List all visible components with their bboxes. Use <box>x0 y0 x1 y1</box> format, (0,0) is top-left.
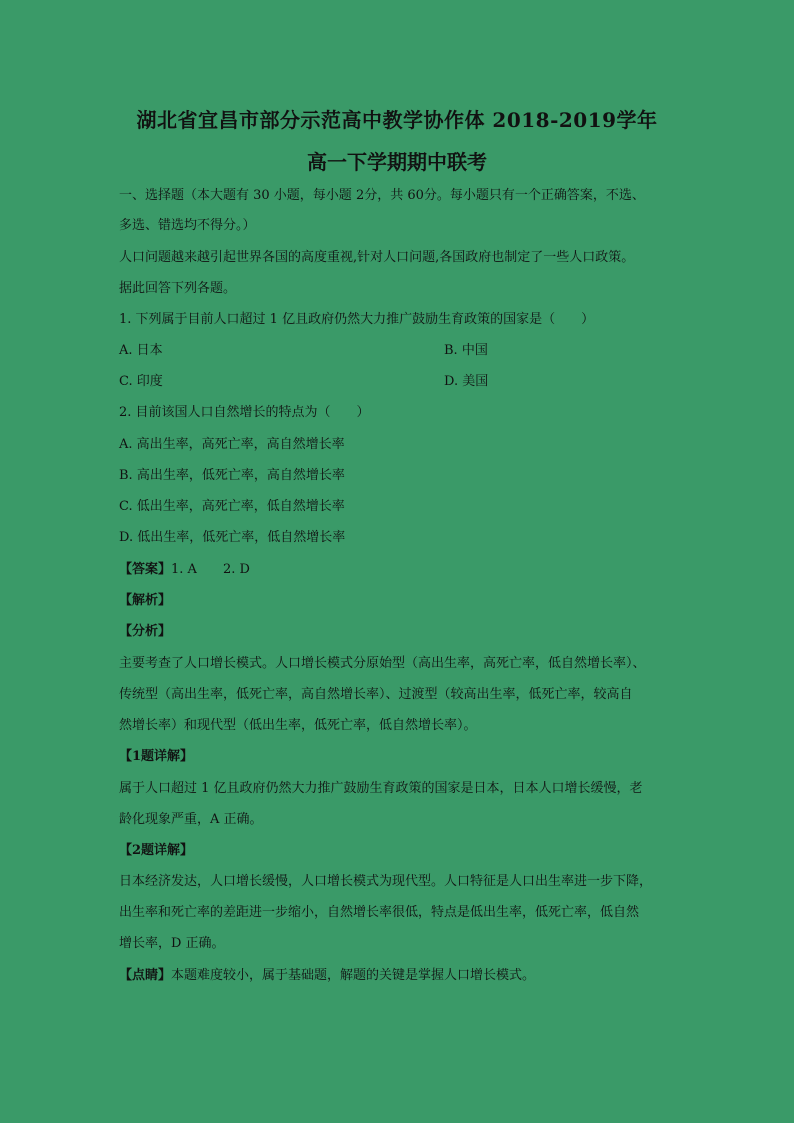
detail-1-label: 【1题详解】 <box>119 749 194 764</box>
question-stem-line1: 人口问题越来越引起世界各国的高度重视,针对人口问题,各国政府也制定了一些人口政策。 <box>119 250 635 265</box>
detail-2-label: 【2题详解】 <box>119 843 194 858</box>
document-subtitle: 高一下学期期中联考 <box>307 150 487 174</box>
jiexi-label: 【解析】 <box>119 593 172 608</box>
question-2-option-c: C. 低出生率，高死亡率，低自然增长率 <box>119 499 345 514</box>
question-2-option-a: A. 高出生率，高死亡率，高自然增长率 <box>119 437 345 452</box>
dianjing-text: 本题难度较小，属于基础题，解题的关键是掌握人口增长模式。 <box>171 968 536 983</box>
section-heading-line2: 多选、错选均不得分。） <box>119 218 256 233</box>
question-2-option-d: D. 低出生率，低死亡率，低自然增长率 <box>119 530 346 545</box>
question-2-text: 2. 目前该国人口自然增长的特点为（ ） <box>119 405 370 420</box>
detail-2-line2: 出生率和死亡率的差距进一步缩小，自然增长率很低，特点是低出生率，低死亡率，低自然 <box>119 905 640 920</box>
question-1-option-a: A. 日本 <box>119 343 163 358</box>
answer-line <box>119 560 250 580</box>
fenxi-line2: 传统型（高出生率，低死亡率，高自然增长率）、过渡型（较高出生率，低死亡率，较高自 <box>119 687 633 702</box>
question-2-option-b: B. 高出生率，低死亡率，高自然增长率 <box>119 468 345 483</box>
detail-2-line3: 增长率，D 正确。 <box>119 936 225 951</box>
document-title: 湖北省宜昌市部分示范高中教学协作体 2018-2019学年 <box>136 108 658 132</box>
dianjing-line <box>119 966 535 986</box>
fenxi-line1: 主要考查了人口增长模式。人口增长模式分原始型（高出生率，高死亡率，低自然增长率）、 <box>119 656 646 671</box>
section-heading-line1: 一、选择题（本大题有 30 小题，每小题 2分，共 60分。每小题只有一个正确答案，不选、 <box>119 188 645 203</box>
answer-text: 1. A 2. D <box>171 562 250 577</box>
answer-label: 【答案】 <box>119 562 172 577</box>
question-1-text: 1. 下列属于目前人口超过 1 亿且政府仍然大力推广鼓励生育政策的国家是（ ） <box>119 312 595 327</box>
detail-1-line2: 龄化现象严重，A 正确。 <box>119 812 263 827</box>
fenxi-label: 【分析】 <box>119 624 172 639</box>
dianjing-label: 【点睛】 <box>119 968 172 983</box>
question-1-option-c: C. 印度 <box>119 374 163 389</box>
question-1-option-b: B. 中国 <box>444 343 488 358</box>
fenxi-line3: 然增长率）和现代型（低出生率，低死亡率，低自然增长率）。 <box>119 718 477 733</box>
detail-1-line1: 属于人口超过 1 亿且政府仍然大力推广鼓励生育政策的国家是日本，日本人口增长缓慢，老 <box>119 781 643 796</box>
question-stem-line2: 据此回答下列各题。 <box>119 281 237 296</box>
detail-2-line1: 日本经济发达，人口增长缓慢，人口增长模式为现代型。人口特征是人口出生率进一步下降， <box>119 874 653 889</box>
question-1-option-d: D. 美国 <box>444 374 489 389</box>
